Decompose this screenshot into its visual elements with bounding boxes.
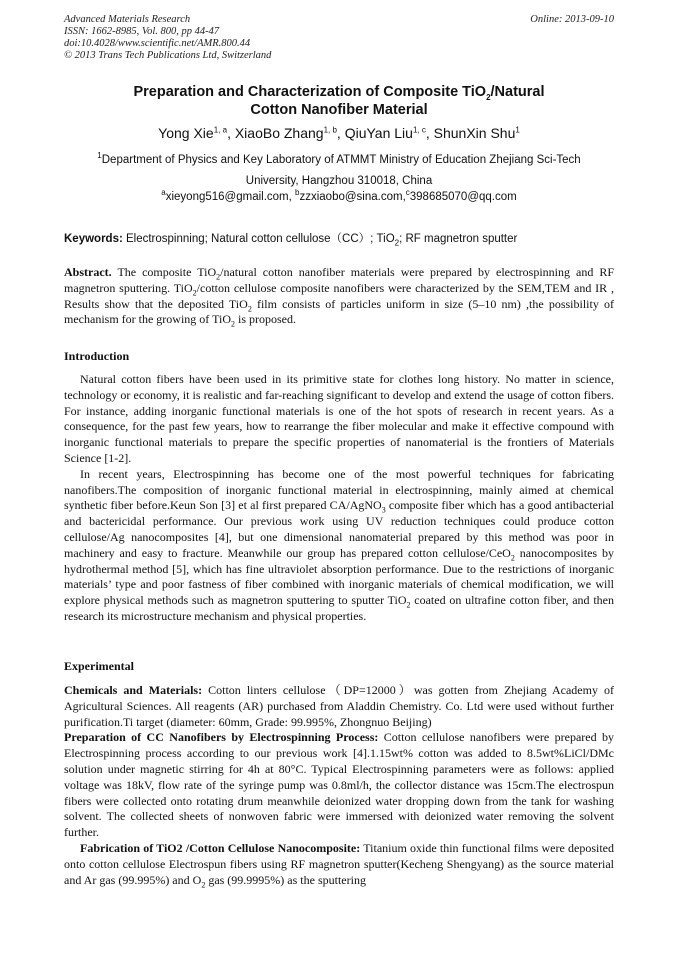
author-emails: $^a$xieyong516@gmail.com, $^b$zzxiaobo@sina.com,$^c$398685070@qq.com [161, 188, 517, 203]
issn: ISSN: 1662-8985, Vol. 800, pp 44-47 [64, 26, 220, 37]
section-heading-introduction: Introduction [64, 349, 130, 363]
fabrication-paragraph: Fabrication of TiO2 /Cotton Cellulose Nanocomposite: Titanium oxide thin functional films were deposited onto cotton cellulose Electrospun fibers using RF magnetron sputter(Kecheng Shengyang) as the source material and Ar gas (99.995%) and $O_2$ gas (99.9995%) as the sputtering [64, 840, 614, 889]
introduction-body [64, 372, 614, 625]
keywords: Keywords: Electrospinning; Natural cotton cellulose（CC）; TiO$_2$; RF magnetron sputter [64, 233, 518, 248]
experimental-body [64, 683, 614, 888]
copyright: © 2013 Trans Tech Publications Ltd, Switzerland [64, 50, 272, 61]
affiliation: $^1$Department of Physics and Key Laboratory of ATMMT Ministry of Education Zhejiang Sci-Tech University, Hangzhou 310018, China [97, 151, 581, 187]
preparation-paragraph: Preparation of CC Nanofibers by Electrospinning Process: Cotton cellulose nanofibers were prepared by Electrospinning process according to our previous work [4].1.15wt% cotton was added to 8.5wt%LiCl/DMc solution under magnetic stirring for 4h at 80°C. Typical Electrospinning parameters were as follows: applied voltage was 18kV, flow rate of the syringe pump was 0.8ml/h, the collector distance was 15cm.The electrospun fibers were collected onto rotating drum meanwhile deionized water dropping down from the tank for washing solvent. The collected sheets of nonwoven fabric were immersed with deionized water removing the solvent further. [64, 730, 614, 840]
online-date: Online: 2013-09-10 [530, 14, 614, 25]
doi: doi:10.4028/www.scientific.net/AMR.800.44 [64, 38, 251, 49]
chemicals-paragraph: Chemicals and Materials: Cotton linters cellulose（DP=12000）was gotten from Zhejiang Academy of Agricultural Sciences. All reagents (AR) purchased from Aladdin Chemistry. Co. Ltd were used without further purification.Ti target (diameter: 60mm, Grade: 99.995%, Zhongnuo Beijing) [64, 683, 614, 729]
journal-metadata [64, 14, 271, 62]
abstract: Abstract. The composite TiO$_2$/natural cotton nanofiber materials were prepared by electrospinning and RF magnetron sputtering. TiO$_2$/cotton cellulose composite nanofibers were characterized by the SEM,TEM and IR , Results show that the deposited TiO$_2$ film consists of particles uniform in size (5–10 nm) ,the possibility of mechanism for the growing of TiO$_2$ is proposed. [64, 265, 614, 329]
title-line-2: Cotton Nanofiber Material [250, 102, 428, 118]
author-list: Yong Xie$^{1, a}$, XiaoBo Zhang$^{1, b}$, QiuYan Liu$^{1, c}$, ShunXin Shu$^1$ [158, 125, 520, 141]
title-line-1: Preparation and Characterization of Composite TiO$_2$/Natural [133, 84, 545, 102]
section-heading-experimental: Experimental [64, 659, 134, 673]
intro-paragraph-1: Natural cotton fibers have been used in its primitive state for clothes long history. No matter in science, technology or economy, it is realistic and far-reaching significant to develop and extend the usage of cotton fibers. For instance, adding inorganic functional materials is one of the hot spots of research in recent years. As a consequence, for the past few years, how to rearrange the fiber molecular and make it effective compound with inorganic functional materials to prepare the specific properties of nanomaterial is the frontiers of Materials Science [1-2]. [64, 372, 614, 465]
paper-title [64, 83, 614, 119]
author-name: XiaoBo Zhang [234, 125, 324, 141]
author-name: ShunXin Shu [433, 125, 516, 141]
intro-paragraph-2: In recent years, Electrospinning has become one of the most powerful techniques for fabricating nanofibers.The composition of inorganic functional material in electrospinning, mainly aimed at chemical synthetic fiber before.Keun Son [3] et al first prepared CA/AgNO$_3$ composite fiber which has a good antibacterial and bactericidal performance. Our previous work using UV reduction techniques could produce cotton cellulose/Ag nanocomposites [4], but one dimensional nanomaterial prepared by this method was poor in machinery and easy to fracture. Meanwhile our group has prepared cotton cellulose/CeO$_2$ nanocomposites by hydrothermal method [5], which has fine ultraviolet absorption performance. Due to the restrictions of inorganic materials’ type and poor fastness of fiber combined with inorganic materials of chemical modification, we will explore physical methods such as magnetron sputtering to sputter TiO$_2$ coated on ultrafine cotton fiber, and then research its microstructure mechanism and physical properties. [64, 466, 614, 623]
author-name: QiuYan Liu [344, 125, 413, 141]
author-name: Yong Xie [158, 125, 214, 141]
journal-name: Advanced Materials Research [64, 14, 191, 25]
